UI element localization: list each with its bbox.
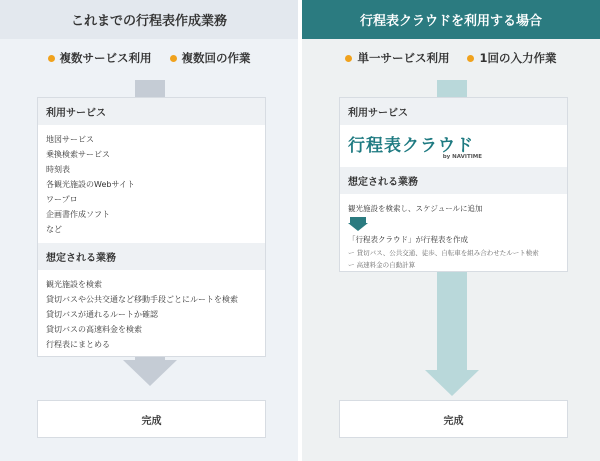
current-workflow-points [0, 50, 298, 66]
task-item: 貸切バスや公共交通など移動手段ごとにルートを検索 [46, 295, 238, 304]
task-item: 貸切バスが通れるルートか確認 [46, 310, 158, 319]
point-label: 単一サービス利用 [357, 51, 450, 65]
task-detail: ー 高速料金の自動計算 [348, 261, 416, 269]
task-item: 「行程表クラウド」が行程表を作成 [348, 235, 468, 244]
point-label: 複数サービス利用 [59, 51, 152, 65]
point-label: 複数回の作業 [181, 51, 251, 65]
cloud-workflow-title: 行程表クラウドを利用する場合 [302, 0, 600, 39]
service-item: 地図サービス [46, 135, 94, 144]
task-item: 貸切バスの高速料金を検索 [46, 325, 142, 334]
service-item: 企画書作成ソフト [46, 210, 110, 219]
service-item: など [46, 225, 62, 234]
cloud-workflow-points [302, 50, 600, 66]
services-heading: 利用サービス [38, 98, 265, 125]
bullet-dot-icon [345, 55, 352, 62]
task-item: 行程表にまとめる [46, 340, 110, 349]
point-item [170, 50, 251, 66]
down-arrow-icon [350, 217, 366, 231]
bullet-dot-icon [467, 55, 474, 62]
point-item [48, 50, 152, 66]
current-workflow-card [37, 97, 266, 357]
current-workflow-title: これまでの行程表作成業務 [0, 0, 298, 39]
task-detail: ー 貸切バス、公共交通、徒歩、自転車を組み合わせたルート検索 [348, 249, 539, 257]
complete-box: 完成 [37, 400, 266, 438]
point-label: 1回の入力作業 [479, 51, 557, 65]
bullet-dot-icon [48, 55, 55, 62]
tasks-body [340, 194, 567, 271]
service-item: 各観光施設のWebサイト [46, 180, 135, 189]
service-item: 乗換検索サービス [46, 150, 110, 159]
tasks-heading: 想定される業務 [38, 243, 265, 270]
product-logo-text: 行程表クラウド [348, 136, 474, 156]
complete-box: 完成 [339, 400, 568, 438]
flow-arrow-head-icon [123, 360, 177, 386]
point-item [467, 50, 556, 66]
service-item: 時刻表 [46, 165, 70, 174]
point-item [345, 50, 449, 66]
task-item: 観光施設を検索 [46, 280, 102, 289]
service-item: ワープロ [46, 195, 78, 204]
tasks-heading: 想定される業務 [340, 167, 567, 194]
current-workflow-panel [0, 0, 298, 461]
cloud-workflow-panel [302, 0, 600, 461]
cloud-workflow-card [339, 97, 568, 272]
product-logo [340, 125, 567, 167]
task-item: 観光施設を検索し、スケジュールに追加 [348, 204, 483, 213]
flow-arrow-head-icon [425, 370, 479, 396]
services-list [38, 125, 265, 243]
tasks-list [38, 270, 265, 358]
product-logo-subtext: by NAVITIME [442, 154, 482, 160]
services-heading: 利用サービス [340, 98, 567, 125]
bullet-dot-icon [170, 55, 177, 62]
